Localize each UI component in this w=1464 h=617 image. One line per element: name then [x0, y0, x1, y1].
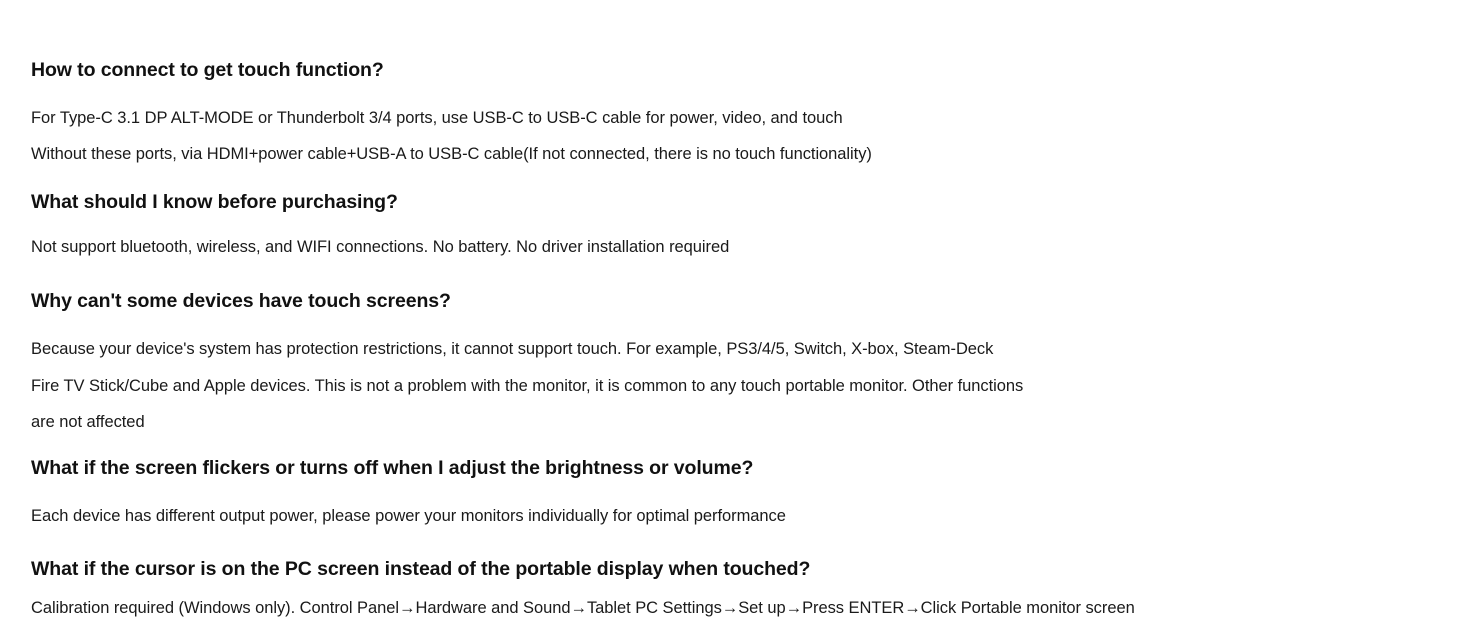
faq-question: What if the cursor is on the PC screen instead of the portable display when touched? [31, 558, 811, 581]
faq-answer-line: For Type-C 3.1 DP ALT-MODE or Thunderbolt 3/4 ports, use USB-C to USB-C cable for power, video, and touch [31, 108, 843, 127]
faq-question: What should I know before purchasing? [31, 190, 398, 213]
faq-item-cursor-calibration [31, 557, 1434, 616]
faq-item-screen-flicker [31, 456, 1434, 524]
faq-item-connect-touch [31, 58, 1434, 163]
faq-question: How to connect to get touch function? [31, 59, 384, 81]
faq-answer-line: Fire TV Stick/Cube and Apple devices. This is not a problem with the monitor, it is common to any touch portable monitor. Other functions [31, 376, 1024, 395]
faq-item-device-touch-support [31, 289, 1434, 430]
faq-item-before-purchasing [31, 190, 1434, 255]
faq-answer-line: Calibration required (Windows only). Control Panel→Hardware and Sound→Tablet PC Settings→Set up→Press ENTER→Click Portable monitor screen [31, 599, 1135, 617]
faq-answer-line: are not affected [31, 413, 145, 432]
faq-answer-line: Without these ports, via HDMI+power cable+USB-A to USB-C cable(If not connected, there is no touch functionality) [31, 145, 872, 164]
faq-question: Why can't some devices have touch screens? [31, 290, 451, 313]
faq-question: What if the screen flickers or turns off when I adjust the brightness or volume? [31, 456, 754, 479]
faq-answer-line: Not support bluetooth, wireless, and WIFI connections. No battery. No driver installation required [31, 237, 730, 256]
faq-answer-line: Because your device's system has protection restrictions, it cannot support touch. For example, PS3/4/5, Switch, X-box, Steam-Deck [31, 340, 994, 359]
faq-answer-line: Each device has different output power, please power your monitors individually for optimal performance [31, 506, 786, 525]
